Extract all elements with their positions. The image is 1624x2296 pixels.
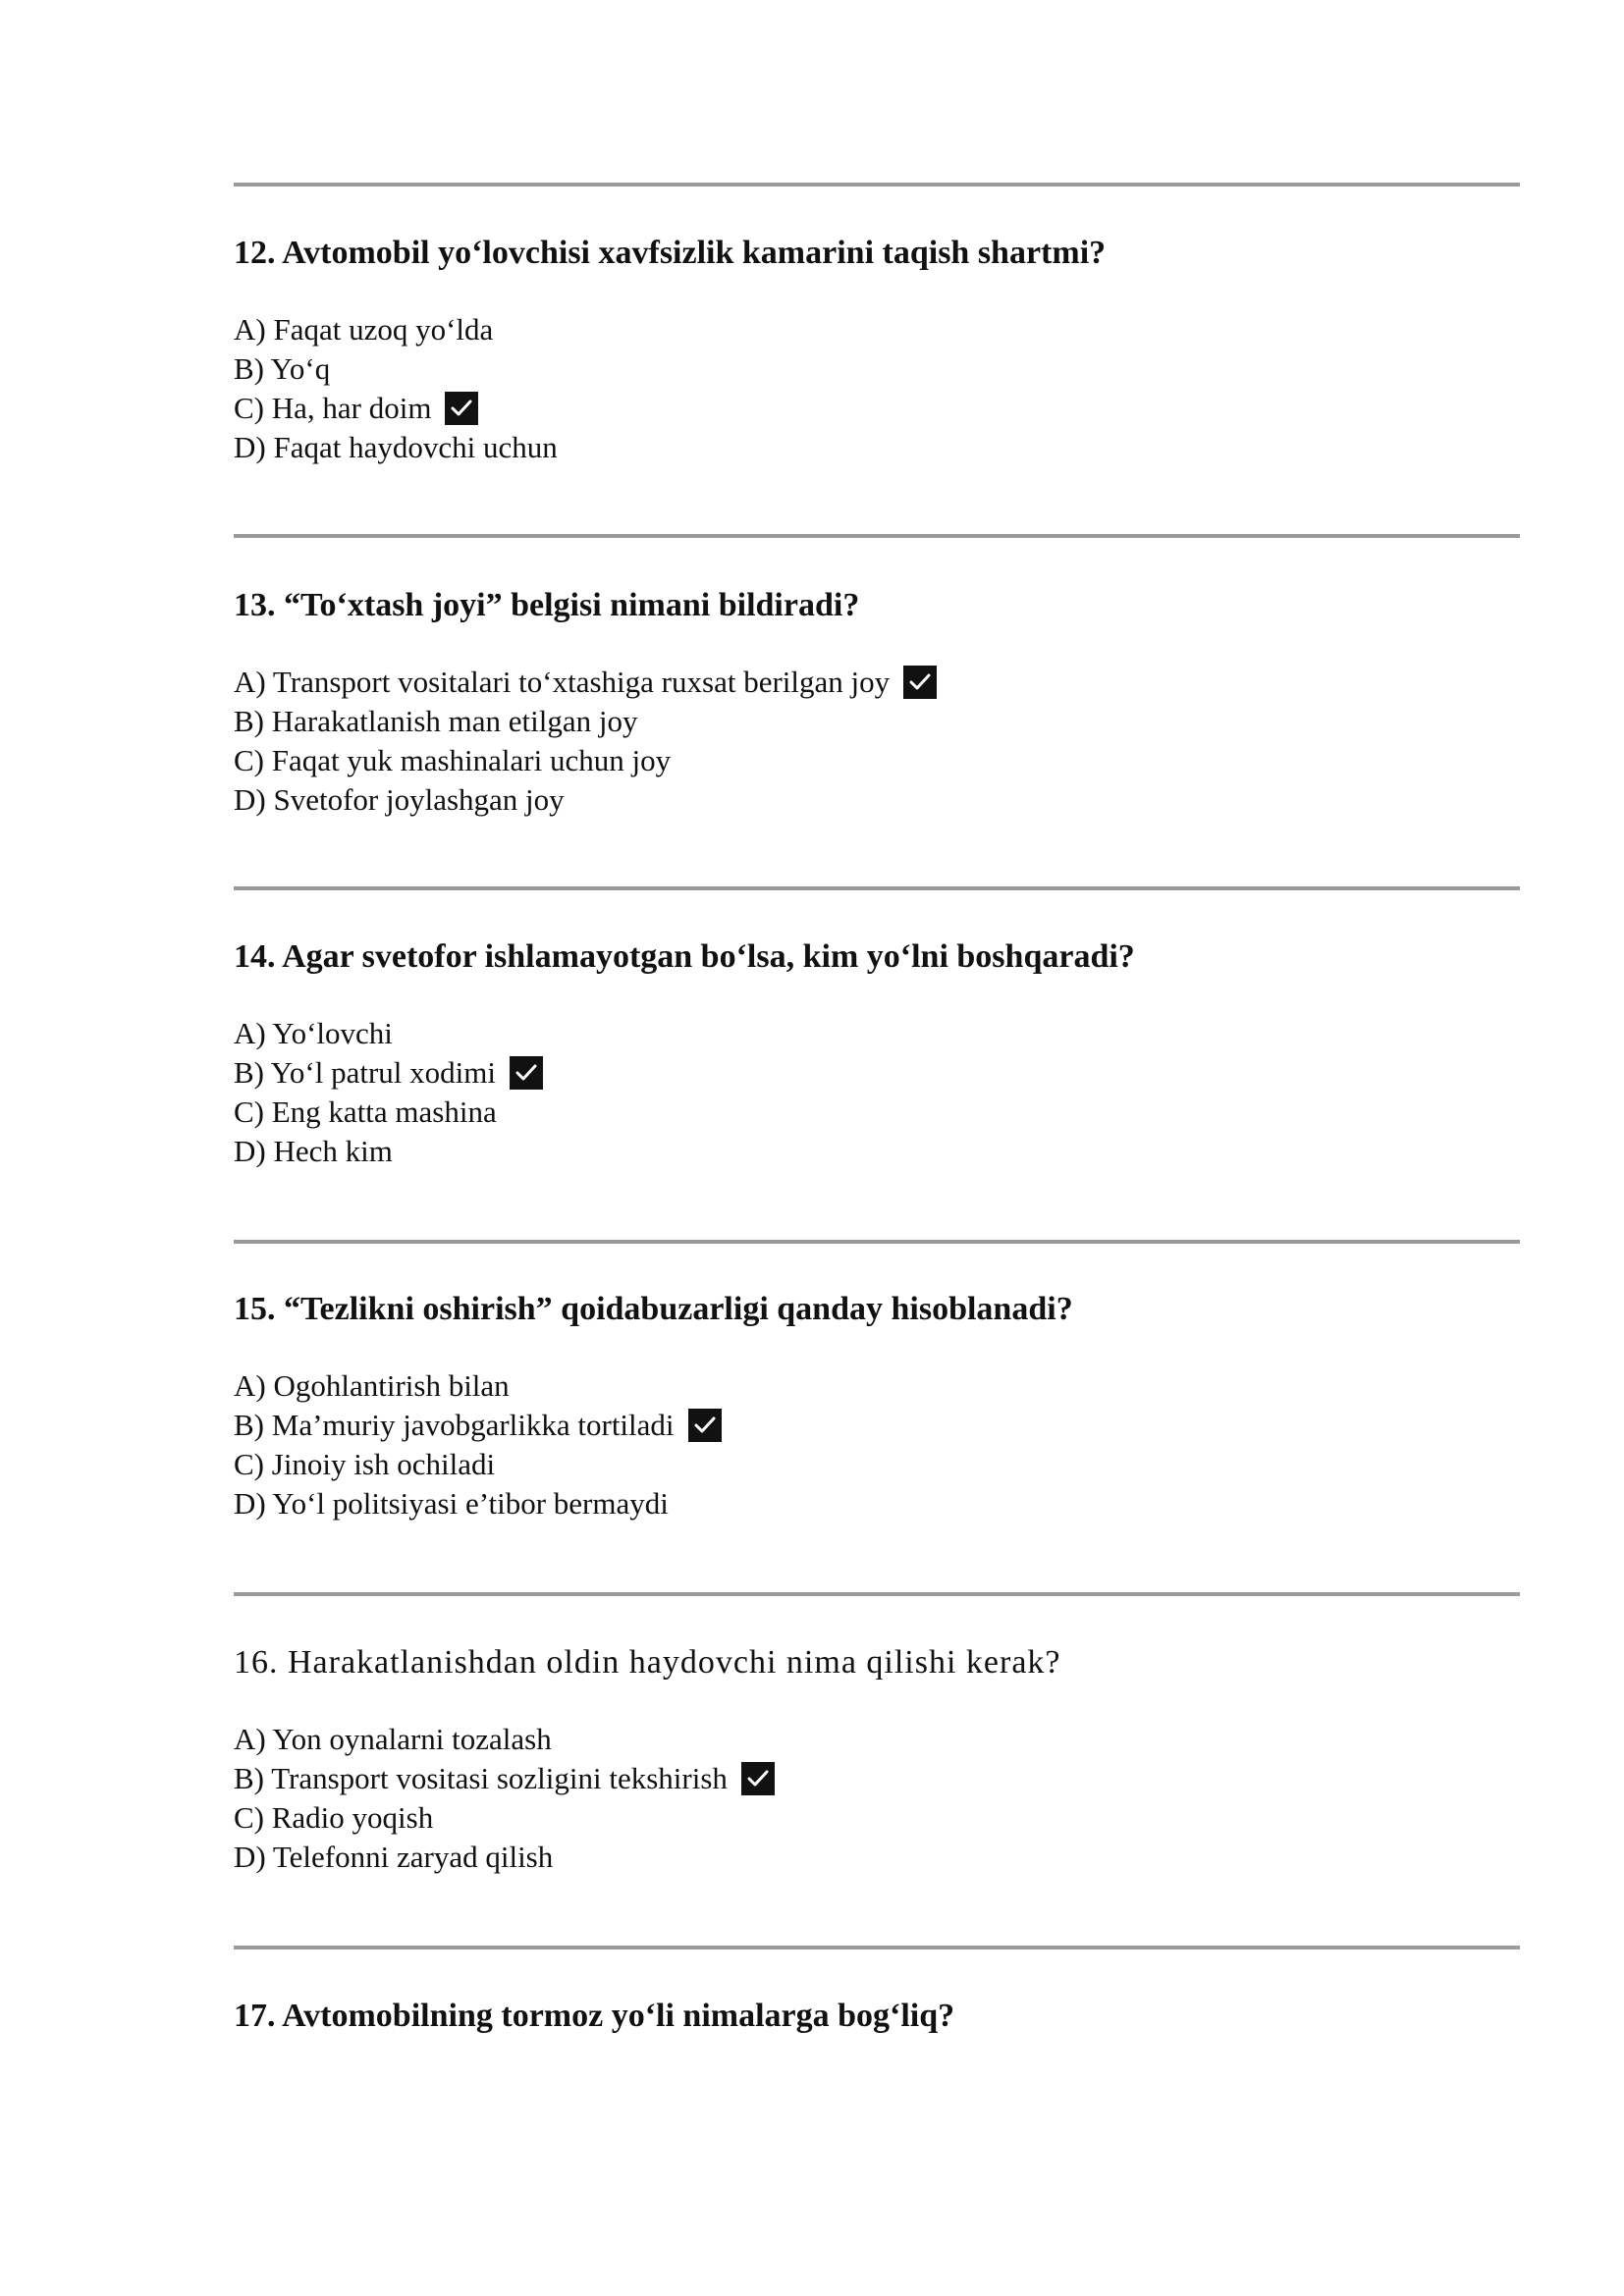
question-title: 15. “Tezlikni oshirish” qoidabuzarligi qanday hisoblanadi?: [234, 1291, 1073, 1327]
question-15: [234, 1290, 1520, 1523]
answer-options: [234, 310, 1520, 467]
option-b: B) Harakatlanish man etilgan joy: [234, 704, 638, 738]
checkmark-icon: [445, 392, 478, 425]
option-c: C) Jinoiy ish ochiladi: [234, 1447, 496, 1481]
checkmark-icon: [903, 666, 937, 699]
separator-rule: [234, 534, 1520, 538]
option-a: A) Transport vositalari to‘xtashiga ruxsat berilgan joy: [234, 663, 1520, 702]
option-d: D) Hech kim: [234, 1134, 393, 1168]
checkmark-icon: [741, 1762, 775, 1795]
option-c: C) Faqat yuk mashinalari uchun joy: [234, 743, 672, 777]
option-b: B) Yo‘q: [234, 351, 331, 386]
option-a: A) Yon oynalarni tozalash: [234, 1722, 552, 1756]
option-c: C) Eng katta mashina: [234, 1095, 497, 1129]
option-a: A) Faqat uzoq yo‘lda: [234, 312, 494, 347]
question-title: 17. Avtomobilning tormoz yo‘li nimalarga bog‘liq?: [234, 1998, 955, 2034]
checkmark-icon: [688, 1409, 722, 1442]
option-b: B) Yo‘l patrul xodimi: [234, 1053, 1520, 1093]
question-17: [234, 1997, 1520, 2036]
question-16: [234, 1643, 1520, 1877]
answer-options: [234, 1014, 1520, 1171]
question-title: 12. Avtomobil yo‘lovchisi xavfsizlik kamarini taqish shartmi?: [234, 235, 1107, 271]
question-12: [234, 234, 1520, 467]
answer-options: [234, 1366, 1520, 1523]
separator-rule: [234, 1592, 1520, 1596]
answer-options: [234, 1720, 1520, 1877]
option-b: B) Transport vositasi sozligini tekshirish: [234, 1759, 1520, 1798]
checkmark-icon: [510, 1056, 543, 1090]
option-a: A) Yo‘lovchi: [234, 1016, 393, 1050]
separator-rule: [234, 1240, 1520, 1244]
option-c: C) Radio yoqish: [234, 1800, 434, 1835]
option-a: A) Ogohlantirish bilan: [234, 1368, 510, 1403]
question-14: [234, 937, 1520, 1171]
option-c: C) Ha, har doim: [234, 389, 1520, 428]
separator-rule: [234, 1946, 1520, 1949]
question-title: 16. Harakatlanishdan oldin haydovchi nima qilishi kerak?: [234, 1644, 1061, 1681]
option-d: D) Svetofor joylashgan joy: [234, 782, 565, 817]
answer-options: [234, 663, 1520, 820]
separator-rule: [234, 886, 1520, 890]
option-d: D) Yo‘l politsiyasi e’tibor bermaydi: [234, 1486, 669, 1521]
question-title: 14. Agar svetofor ishlamayotgan bo‘lsa, kim yo‘lni boshqaradi?: [234, 938, 1135, 975]
option-b: B) Ma’muriy javobgarlikka tortiladi: [234, 1406, 1520, 1445]
option-d: D) Faqat haydovchi uchun: [234, 430, 558, 464]
question-title: 13. “To‘xtash joyi” belgisi nimani bildiradi?: [234, 587, 860, 623]
separator-rule: [234, 183, 1520, 187]
option-d: D) Telefonni zaryad qilish: [234, 1840, 554, 1874]
question-13: [234, 586, 1520, 820]
